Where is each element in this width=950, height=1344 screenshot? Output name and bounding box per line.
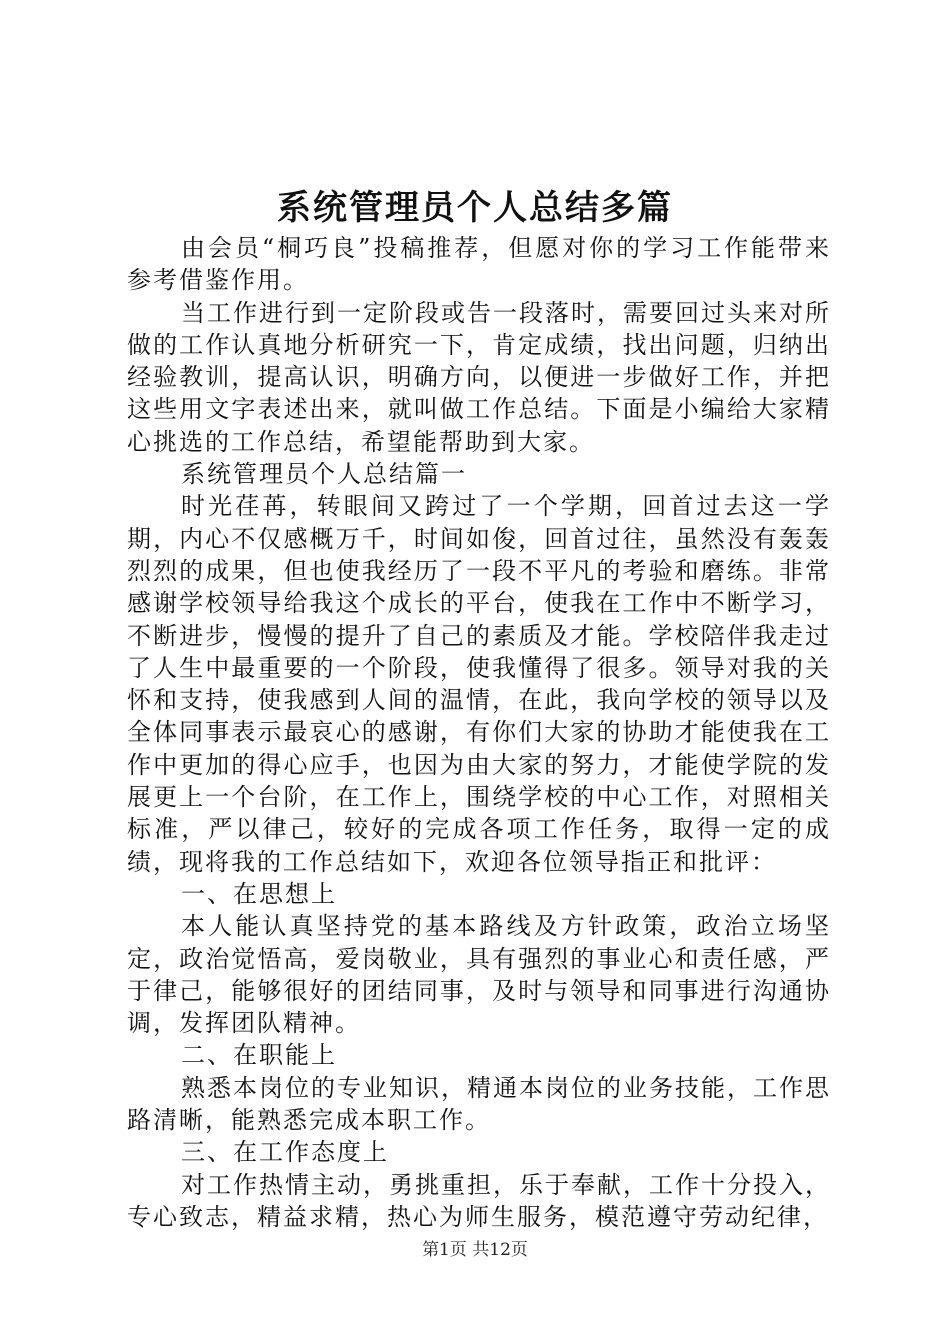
subsection-heading: 二、在职能上 — [181, 1041, 337, 1070]
section-heading: 系统管理员个人总结篇一 — [181, 460, 467, 489]
page-number-footer: 第1页 共12页 — [422, 1240, 528, 1260]
document-body — [127, 232, 831, 1233]
intro-paragraph: 由会员“桐巧良”投稿推荐，但愿对你的学习工作能带来参考借鉴作用。 — [127, 234, 831, 295]
document-title: 系统管理员个人总结多篇 — [277, 188, 673, 228]
summary-paragraph: 当工作进行到一定阶段或告一段落时，需要回过头来对所做的工作认真地分析研究一下，肯定成绩，找出问题，归纳出经验教训，提高认识，明确方向，以便进一步做好工作，并把这些用文字表述出来，就叫做工作总结。下面是小编给大家精心挑选的工作总结，希望能帮助到大家。 — [127, 298, 831, 456]
subsection-heading: 三、在工作态度上 — [181, 1138, 389, 1167]
body-paragraph: 时光荏苒，转眼间又跨过了一个学期，回首过去这一学期，内心不仅感概万千，时间如俊，回首过往，虽然没有轰轰烈烈的成果，但也使我经历了一段不平凡的考验和磨练。非常感谢学校领导给我这个成长的平台，使我在工作中不断学习，不断进步，慢慢的提升了自己的素质及才能。学校陪伴我走过了人生中最重要的一个阶段，使我懂得了很多。领导对我的关怀和支持，使我感到人间的温情，在此，我向学校的领导以及全体同事表示最哀心的感谢，有你们大家的协助才能使我在工作中更加的得心应手，也因为由大家的努力，才能使学院的发展更上一个台阶，在工作上，围绕学校的中心工作，对照相关标准，严以律己，较好的完成各项工作任务，取得一定的成绩，现将我的工作总结如下，欢迎各位领导指正和批评： — [127, 492, 831, 876]
subsection-heading: 一、在思想上 — [181, 879, 337, 908]
body-paragraph: 熟悉本岗位的专业知识，精通本岗位的业务技能，工作思路清晰，能熟悉完成本职工作。 — [127, 1073, 831, 1135]
body-paragraph: 本人能认真坚持党的基本路线及方针政策，政治立场坚定，政治觉悟高，爱岗敬业，具有强烈的事业心和责任感，严于律己，能够很好的团结同事，及时与领导和同事进行沟通协调，发挥团队精神。 — [127, 912, 831, 1038]
body-paragraph: 对工作热情主动，勇挑重担，乐于奉献，工作十分投入，专心致志，精益求精，热心为师生服务，模范遵守劳动纪律， — [127, 1170, 831, 1231]
